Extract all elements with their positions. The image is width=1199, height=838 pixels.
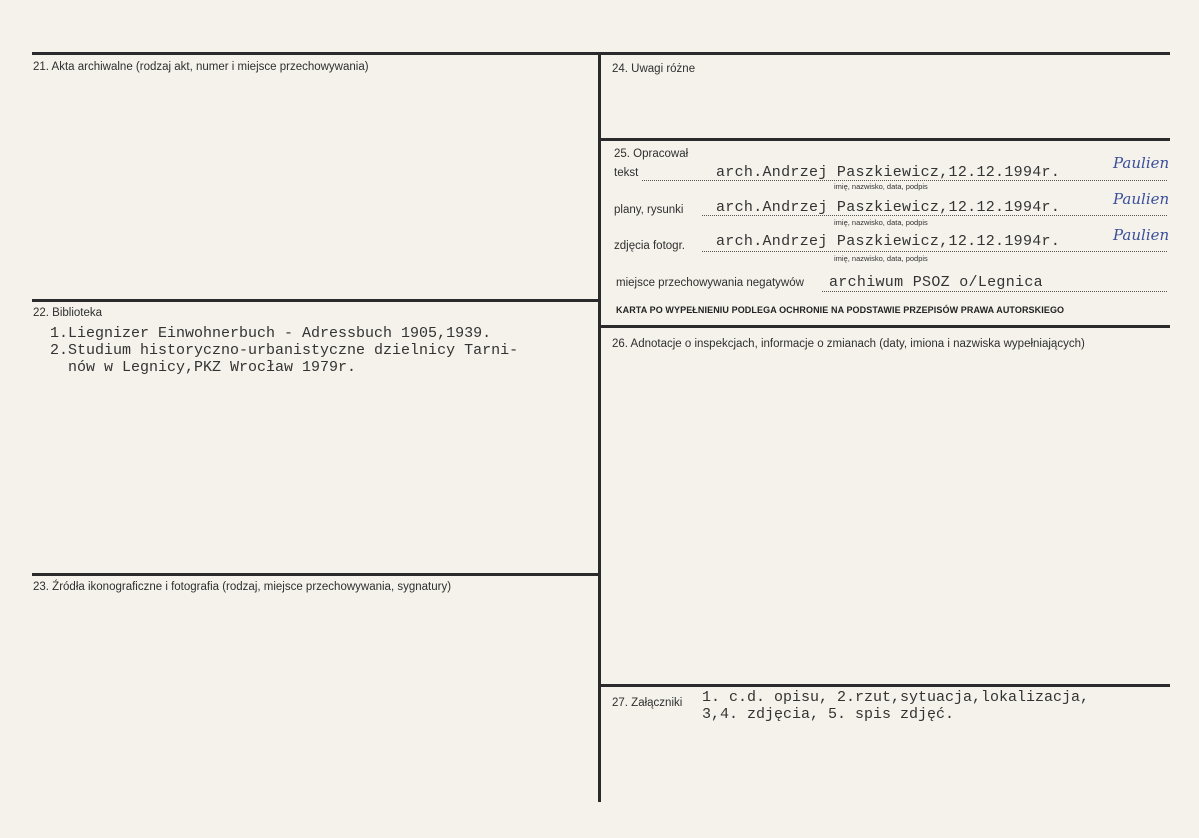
section-24-label: 24. Uwagi różne	[612, 63, 696, 75]
rule-21-22	[32, 299, 600, 302]
section-21-label: 21. Akta archiwalne (rodzaj akt, numer i miejsce przechowywania)	[33, 61, 369, 73]
bibliography-item-1: 1.Liegnizer Einwohnerbuch - Adressbuch 1905,1939.	[50, 325, 492, 342]
section-25-label: 25. Opracował	[614, 148, 689, 160]
author-photos-signature: Paulien	[1113, 226, 1170, 244]
attachments-line-1: 1. c.d. opisu, 2.rzut,sytuacja,lokalizacja,	[702, 689, 1090, 706]
author-plans-label: plany, rysunki	[614, 204, 684, 216]
copyright-notice: KARTA PO WYPEŁNIENIU PODLEGA OCHRONIE NA PODSTAWIE PRZEPISÓW PRAWA AUTORSKIEGO	[616, 305, 1065, 315]
section-22-label: 22. Biblioteka	[33, 307, 103, 319]
author-photos-line	[702, 251, 1167, 252]
section-26-label: 26. Adnotacje o inspekcjach, informacje o zmianach (daty, imiona i nazwiska wypełniających)	[612, 338, 1085, 350]
author-text-value: arch.Andrzej Paszkiewicz,12.12.1994r.	[716, 164, 1061, 181]
author-photos-caption: imię, nazwisko, data, podpis	[834, 254, 928, 263]
author-text-signature: Paulien	[1113, 154, 1170, 172]
section-23-label: 23. Źródła ikonograficzne i fotografia (rodzaj, miejsce przechowywania, sygnatury)	[33, 581, 452, 593]
author-plans-caption: imię, nazwisko, data, podpis	[834, 218, 928, 227]
bibliography-list	[50, 325, 518, 376]
rule-26-27	[600, 684, 1170, 687]
negatives-line	[822, 291, 1167, 292]
top-rule	[32, 52, 1170, 55]
rule-24-25	[600, 138, 1170, 141]
rule-22-23	[32, 573, 600, 576]
attachments-list	[702, 689, 1089, 723]
author-plans-signature: Paulien	[1113, 190, 1170, 208]
author-text-label: tekst	[614, 167, 639, 179]
author-text-caption: imię, nazwisko, data, podpis	[834, 182, 928, 191]
author-photos-label: zdjęcia fotogr.	[614, 240, 685, 252]
bibliography-item-2: 2.Studium historyczno-urbanistyczne dzielnicy Tarni-	[50, 342, 519, 359]
bibliography-item-2-cont: nów w Legnicy,PKZ Wrocław 1979r.	[50, 359, 357, 376]
center-divider	[598, 52, 601, 802]
rule-25-26	[600, 325, 1170, 328]
negatives-value: archiwum PSOZ o/Legnica	[829, 274, 1043, 291]
negatives-label: miejsce przechowywania negatywów	[616, 277, 804, 289]
section-27-label: 27. Załączniki	[612, 697, 683, 709]
author-plans-value: arch.Andrzej Paszkiewicz,12.12.1994r.	[716, 199, 1061, 216]
attachments-line-2: 3,4. zdjęcia, 5. spis zdjęć.	[702, 706, 955, 723]
author-photos-value: arch.Andrzej Paszkiewicz,12.12.1994r.	[716, 233, 1061, 250]
